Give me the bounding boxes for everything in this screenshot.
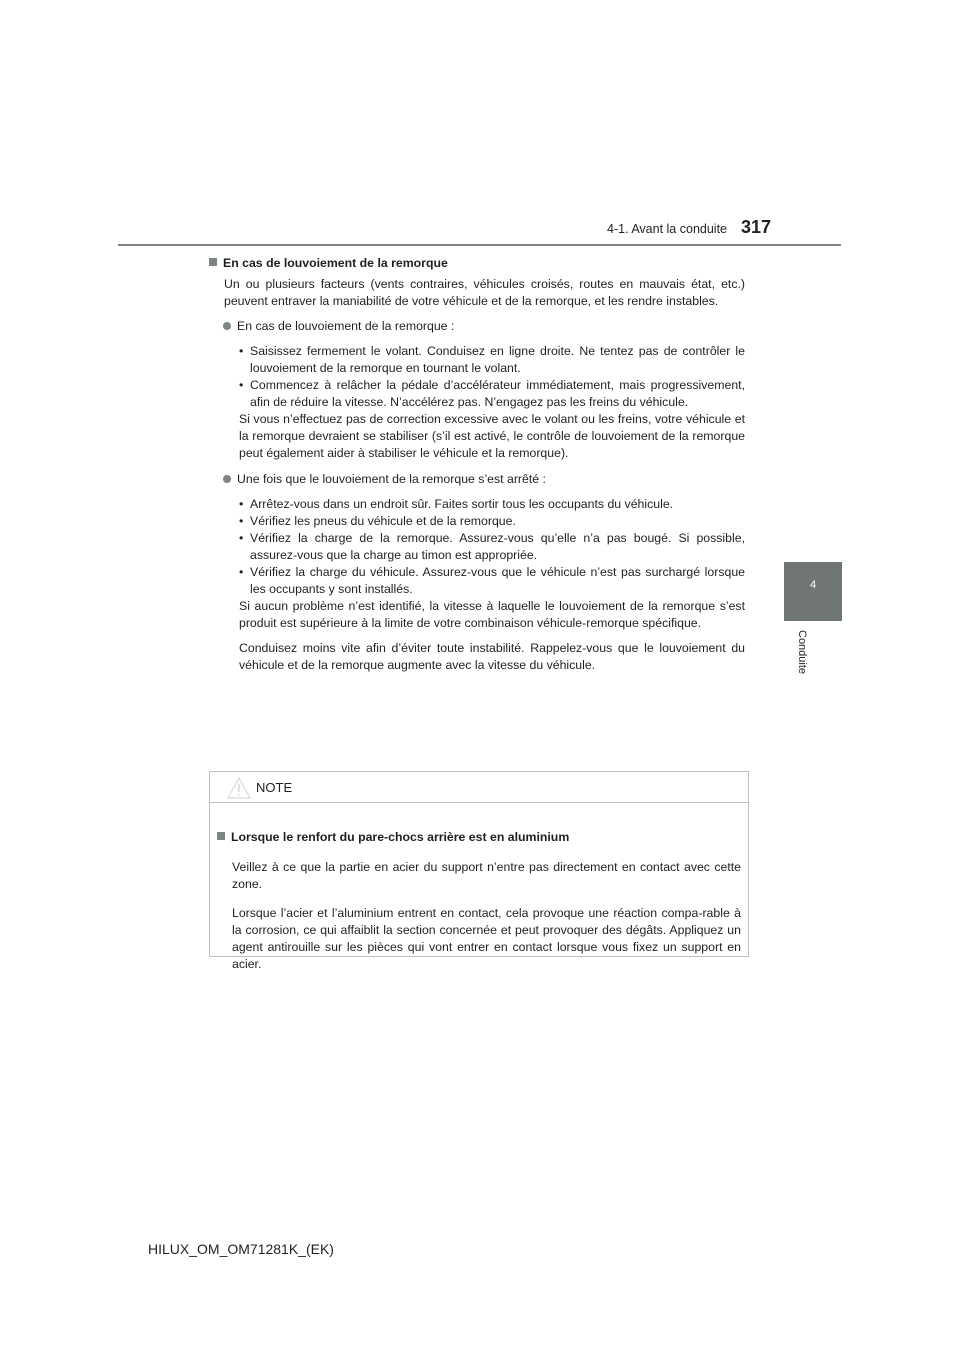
bullet-heading: En cas de louvoiement de la remorque : [209,318,745,335]
sway-steps [209,343,745,462]
list-item: • Arrêtez-vous dans un endroit sûr. Faites sortir tous les occupants du véhicule. [239,497,674,511]
followup-paragraph: Si vous n’effectuez pas de correction excessive avec le volant ou les freins, votre véhicule et la remorque devraient se stabiliser (s’il est activé, le contrôle de louvoiement de la remorque peut également aider à stabiliser le véhicule et la remorque). [239,412,745,460]
chapter-number: 4 [809,579,817,591]
list-item: • Saisissez fermement le volant. Conduisez en ligne droite. Ne tentez pas de contrôler le louvoiement de la remorque en tournant le volant. [239,344,745,375]
followup-paragraph: Si aucun problème n’est identifié, la vitesse à laquelle le louvoiement de la remorque s’est produit est supérieure à la limite de votre combinaison véhicule-remorque spécifique. [239,599,745,630]
bullet-heading: Une fois que le louvoiement de la remorque s’est arrêté : [209,471,745,488]
page-number: 317 [741,217,772,237]
main-content [209,255,745,674]
note-header [210,772,748,803]
list-item: • Vérifiez la charge de la remorque. Assurez-vous qu’elle n’a pas bougé. Si possible, assurez-vous que la charge au timon est appropriée. [239,531,745,562]
square-bullet-icon [209,258,217,266]
warning-triangle-icon [227,777,251,799]
closing-paragraph: Conduisez moins vite afin d’éviter toute instabilité. Rappelez-vous que le louvoiement du véhicule et de la remorque augmente avec la vitesse du véhicule. [239,641,745,672]
header-divider [118,244,841,246]
section-title: 4-1. Avant la conduite [607,222,727,236]
note-heading: Lorsque le renfort du pare-chocs arrière est en aluminium [217,829,741,846]
list-item: • Commencez à relâcher la pédale d’accélérateur immédiatement, mais progressivement, afin de réduire la vitesse. N’accélérez pas. N’engagez pas les freins du véhicule. [239,378,745,409]
note-paragraph: Lorsque l’acier et l’aluminium entrent en contact, cela provoque une réaction compa-rable à la corrosion, ce qui affaiblit la section concernée et peut provoquer des dégâts. Appliquez un agent antirouille sur les pièces qui vont entrer en contact lorsque vous fixez un support en acier. [232,905,741,971]
round-bullet-icon [223,322,231,330]
note-label: NOTE [256,780,293,795]
chapter-tab[interactable] [784,562,842,621]
note-box [209,771,749,971]
chapter-label: Conduite [796,630,808,675]
list-item: • Vérifiez la charge du véhicule. Assurez-vous que le véhicule n’est pas surchargé lorsque les occupants y sont installés. [239,565,745,596]
section-heading: En cas de louvoiement de la remorque [209,255,745,272]
square-bullet-icon [217,832,225,840]
after-sway-steps [209,496,745,674]
note-body [217,817,741,985]
intro-paragraph: Un ou plusieurs facteurs (vents contraires, véhicules croisés, routes en mauvais état, etc.) peuvent entraver la maniabilité de votre véhicule et de la remorque, et les rendre instables. [224,277,745,308]
document-code: HILUX_OM_OM71281K_(EK) [148,1241,334,1257]
round-bullet-icon [223,475,231,483]
list-item: • Vérifiez les pneus du véhicule et de la remorque. [239,514,516,528]
note-paragraph: Veillez à ce que la partie en acier du support n’entre pas directement en contact avec cette zone. [232,859,741,891]
